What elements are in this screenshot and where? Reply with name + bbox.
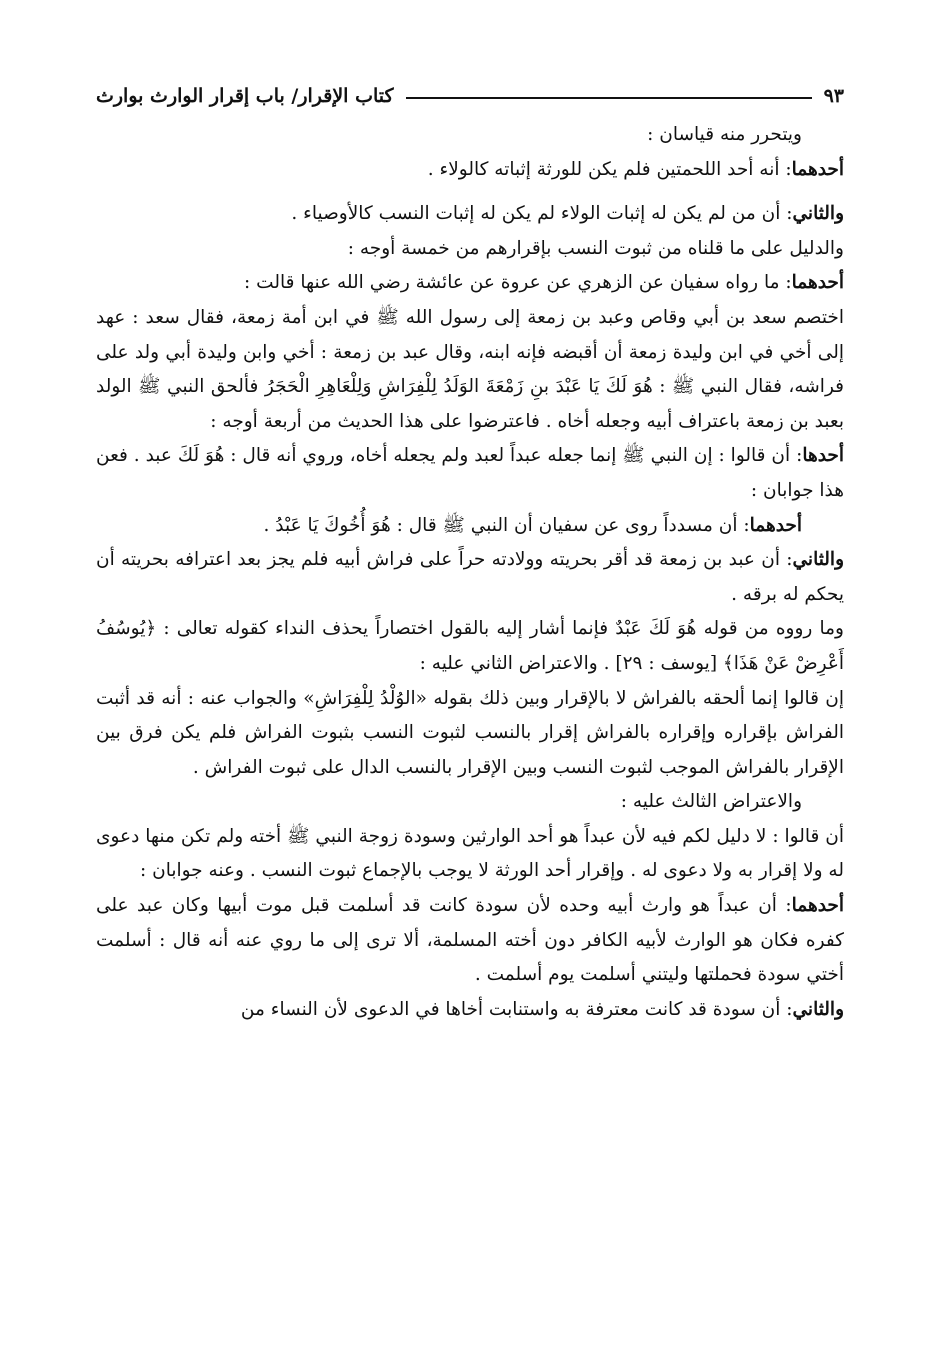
paragraph-text: : أن سودة قد كانت معترفة به واستنابت أخاها في الدعوى لأن النساء من (240, 998, 793, 1020)
paragraph (96, 197, 844, 232)
paragraph-text: : ما رواه سفيان عن الزهري عن عروة عن عائشة رضي الله عنها قالت : (244, 272, 792, 294)
paragraph-text: إن قالوا إنما ألحقه بالفراش لا بالإقرار وبين ذلك بقوله «الوُلْدُ لِلْفِرَاشِ» والجواب عنه : أنه قد أثبت الفراش بإقراره وإقراره بالفراش إقرار بالنسب لثبوت النسب بثبوت الفراش فلم يكن فرق بين الإقرار بالفراش الموجب لثبوت النسب وبين الإقرار بالنسب الدال على ثبوت الفراش . (96, 687, 844, 778)
paragraph-lead: أحدهما (791, 272, 844, 294)
paragraph (96, 889, 844, 993)
paragraph-gap (96, 187, 844, 197)
paragraph (96, 153, 844, 188)
header-rule (406, 97, 812, 99)
paragraph (96, 266, 844, 301)
paragraph-lead: أحدهما (749, 514, 802, 536)
paragraph-lead: أحدها (802, 445, 844, 467)
paragraph (96, 785, 844, 820)
paragraph-lead: والثاني (792, 203, 844, 225)
paragraph (96, 232, 844, 267)
paragraph-text: : أنه أحد اللحمتين فلم يكن للورثة إثباته كالولاء . (427, 158, 792, 180)
paragraph-text: : أن قالوا : إن النبي ﷺ إنما جعله عبداً لعبد ولم يجعله أخاه، وروي أنه قال : هُوَ لَكَ عبد . فعن هذا جوابان : (96, 445, 844, 501)
paragraph-text: ويتحرر منه قياسان : (647, 124, 802, 145)
paragraph (96, 301, 844, 439)
paragraph-text: : أن مسدداً روى عن سفيان أن النبي ﷺ قال : هُوَ أُخُوكَ يَا عَبْدُ . (263, 514, 750, 536)
page-body (96, 118, 844, 1027)
paragraph (96, 439, 844, 508)
paragraph-text: وما رووه من قوله هُوَ لَكَ عَبْدٌ فإنما أشار إليه بالقول اختصاراً يحذف النداء كقوله تعالى : ﴿يُوسُفُ أَعْرِضْ عَنْ هَذَا﴾ [يوسف : ٢٩] . والاعتراض الثاني عليه : (96, 618, 844, 674)
paragraph-text: والاعتراض الثالث عليه : (620, 791, 802, 813)
paragraph (96, 993, 844, 1028)
paragraph-text: : أن عبداً هو وارث أبيه وحده لأن سودة كانت قد أسلمت قبل موت أبيها وكان عبد على كفره فكان هو الوارث لأبيه الكافر دون أخته المسلمة، ألا ترى إلى ما روي عنه أنه قال : أسلمت أختي سودة فحملتها وليتني أسلمت يوم أسلمت . (96, 895, 844, 986)
paragraph-text: أن قالوا : لا دليل لكم فيه لأن عبداً هو أحد الوارثين وسودة زوجة النبي ﷺ أخته ولم تكن منها دعوى له ولا إقرار به ولا دعوى له . وإقرار أحد الورثة لا يوجب بالإجماع ثبوت النسب . وعنه جوابان : (96, 825, 844, 882)
paragraph (96, 543, 844, 612)
paragraph-lead: أحدهما (791, 895, 844, 917)
paragraph-text: : أن عبد بن زمعة قد أقر بحريته وولادته حراً على فراش أبيه فلم يجز بعد اعترافه بحريته أن يحكم له برقه . (96, 549, 844, 605)
paragraph-text: والدليل على ما قلناه من ثبوت النسب بإقرارهم من خمسة أوجه : (347, 237, 844, 259)
paragraph-lead: والثاني (792, 549, 844, 571)
running-header (96, 74, 844, 118)
paragraph-lead: أحدهما (791, 158, 844, 180)
paragraph (96, 612, 844, 681)
paragraph (96, 509, 844, 544)
paragraph (96, 118, 844, 153)
paragraph-text: اختصم سعد بن أبي وقاص وعبد بن زمعة إلى رسول الله ﷺ في ابن أمة زمعة، فقال سعد : عهد إلى أخي في ابن وليدة زمعة أن أقبضه فإنه ابنه، وقال عبد بن زمعة : أخي وابن وليدة أبي ولد على فراشه، فقال النبي ﷺ : هُوَ لَكَ يَا عَبْدَ بنِ زَمْعَةَ الوَلَدُ لِلْفِرَاشِ وَلِلْعَاهِرِ الْحَجَرُ فألحق النبي ﷺ الولد بعبد بن زمعة باعتراف أبيه وجعله أخاه . فاعترضوا على هذا الحديث من أربعة أوجه : (96, 306, 844, 432)
paragraph-text: : أن من لم يكن له إثبات الولاء لم يكن له إثبات النسب كالأوصياء . (291, 203, 793, 225)
paragraph (96, 820, 844, 889)
paragraph (96, 682, 844, 786)
header-title: كتاب الإقرار/ باب إقرار الوارث بوارث (96, 85, 394, 107)
page-number: ٩٣ (823, 85, 844, 107)
paragraph-lead: والثاني (792, 998, 844, 1020)
